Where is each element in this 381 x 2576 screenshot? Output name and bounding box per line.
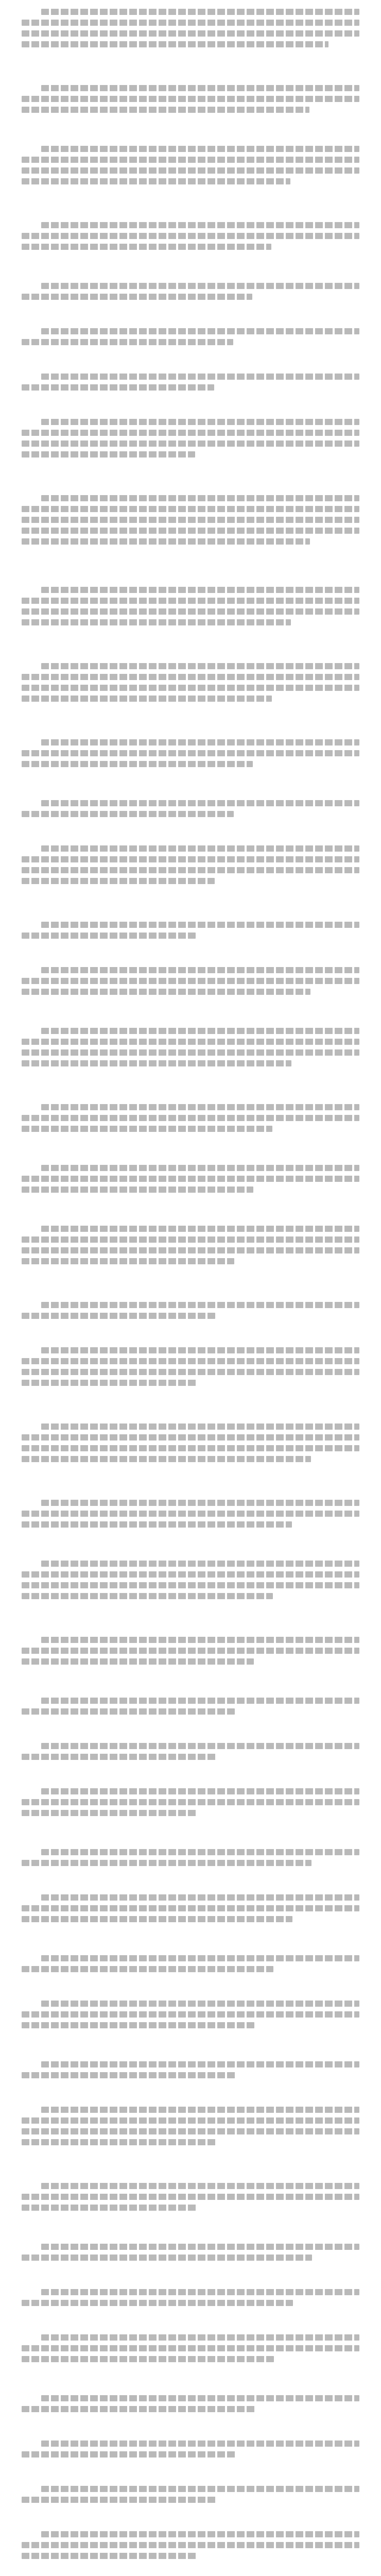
paragraph — [22, 490, 359, 568]
text-line — [22, 430, 359, 436]
paragraph-lines — [22, 1784, 359, 1821]
text-line — [22, 233, 359, 239]
text-line — [41, 845, 359, 852]
paragraph-lines — [22, 2391, 359, 2417]
text-line — [22, 244, 271, 250]
text-line — [22, 867, 359, 873]
paragraph-lines — [22, 217, 359, 255]
paragraph — [22, 1343, 359, 1404]
text-line — [22, 856, 359, 862]
text-line — [22, 1658, 254, 1665]
paragraph — [22, 1738, 359, 1769]
text-line — [41, 419, 359, 425]
paragraph-lines — [22, 795, 359, 822]
text-line — [22, 528, 359, 534]
text-line — [22, 2553, 198, 2559]
text-line — [22, 685, 359, 691]
paragraph — [22, 1890, 359, 1936]
paragraph — [22, 4, 359, 66]
paragraph-lines — [22, 1890, 359, 1927]
paragraph-lines — [22, 1693, 359, 1719]
paragraph-lines — [22, 917, 359, 943]
text-line — [22, 2255, 312, 2261]
text-line — [22, 989, 310, 995]
text-line — [41, 283, 359, 289]
paragraph — [22, 369, 359, 400]
paragraph — [22, 1693, 359, 1724]
text-line — [41, 1302, 359, 1308]
paragraph — [22, 217, 359, 264]
paragraph-lines — [22, 1738, 359, 1765]
paragraph — [22, 917, 359, 948]
text-line — [41, 1788, 359, 1794]
paragraph-lines — [22, 80, 359, 117]
paragraph — [22, 962, 359, 1009]
text-line — [22, 538, 310, 545]
paragraph — [22, 2481, 359, 2512]
paragraph — [22, 1099, 359, 1146]
text-line — [41, 1955, 359, 1961]
text-line — [22, 96, 359, 102]
paragraph — [22, 735, 359, 781]
paragraph-lines — [22, 2284, 359, 2311]
paragraph — [22, 1951, 359, 1981]
paragraph — [22, 658, 359, 720]
paragraph-lines — [22, 369, 359, 395]
text-line — [22, 2128, 359, 2134]
text-line — [41, 2486, 359, 2492]
text-line — [22, 2451, 236, 2458]
paragraph — [22, 1297, 359, 1328]
paragraph-lines — [22, 2527, 359, 2564]
text-line — [22, 933, 196, 939]
paragraph — [22, 1023, 359, 1085]
text-line — [22, 2300, 293, 2306]
text-line — [41, 663, 359, 669]
text-line — [41, 328, 359, 334]
text-line — [22, 1115, 359, 1121]
paragraph-lines — [22, 2436, 359, 2462]
paragraph-lines — [22, 2102, 359, 2150]
text-line — [22, 451, 195, 457]
paragraph-lines — [22, 1632, 359, 1669]
text-line — [41, 1894, 359, 1901]
text-line — [41, 967, 359, 973]
paragraph — [22, 1495, 359, 1541]
paragraph — [22, 1632, 359, 1679]
text-line — [41, 9, 359, 15]
text-line — [41, 1423, 359, 1430]
text-line — [41, 2441, 359, 2447]
paragraph-lines — [22, 582, 359, 630]
paragraph — [22, 1160, 359, 1207]
text-line — [22, 157, 359, 163]
text-line — [41, 85, 359, 91]
paragraph-lines — [22, 1297, 359, 1324]
text-line — [22, 1126, 272, 1132]
text-line — [22, 2022, 254, 2028]
text-line — [41, 1104, 359, 1110]
text-line — [41, 1165, 359, 1171]
text-line — [22, 761, 253, 767]
text-line — [22, 2497, 217, 2503]
paragraph — [22, 141, 359, 203]
paragraph — [22, 1221, 359, 1283]
paragraph — [22, 841, 359, 903]
text-line — [22, 1511, 359, 1517]
text-line — [22, 750, 359, 756]
text-line — [22, 30, 359, 37]
paragraph-lines — [22, 278, 359, 304]
text-line — [41, 2334, 359, 2341]
text-line — [22, 1916, 292, 1922]
text-line — [22, 1708, 235, 1715]
text-line — [22, 608, 359, 615]
text-line — [22, 2205, 197, 2211]
text-line — [22, 41, 328, 47]
text-line — [22, 167, 359, 174]
paragraph — [22, 324, 359, 354]
text-line — [22, 1049, 359, 1056]
text-line — [41, 2395, 359, 2401]
paragraph — [22, 2284, 359, 2315]
paragraph-lines — [22, 4, 359, 52]
paragraph-lines — [22, 962, 359, 999]
paragraph — [22, 2057, 359, 2088]
text-line — [22, 2072, 235, 2078]
text-line — [22, 294, 252, 300]
text-line — [22, 2406, 255, 2412]
text-line — [41, 222, 359, 228]
text-line — [22, 1860, 311, 1866]
paragraph — [22, 80, 359, 127]
paragraph-lines — [22, 141, 359, 189]
text-line — [22, 517, 359, 523]
paragraph-lines — [22, 1099, 359, 1137]
text-line — [22, 1258, 234, 1264]
paragraph-lines — [22, 1343, 359, 1391]
text-line — [41, 587, 359, 593]
article-body — [22, 4, 359, 2576]
text-line — [22, 1313, 215, 1319]
text-line — [22, 2194, 359, 2200]
paragraph — [22, 2102, 359, 2164]
text-line — [41, 1743, 359, 1749]
text-line — [22, 878, 215, 884]
text-line — [22, 1039, 359, 1045]
text-line — [22, 440, 359, 447]
text-line — [22, 1187, 253, 1193]
paragraph — [22, 2436, 359, 2467]
text-line — [41, 2001, 359, 2007]
text-line — [22, 506, 359, 512]
text-line — [22, 1358, 359, 1364]
paragraph-lines — [22, 490, 359, 549]
paragraph — [22, 1844, 359, 1875]
paragraph-lines — [22, 2057, 359, 2083]
text-line — [22, 107, 309, 113]
text-line — [41, 800, 359, 806]
text-line — [22, 1905, 359, 1911]
paragraph-lines — [22, 1419, 359, 1467]
paragraph-lines — [22, 414, 359, 462]
text-line — [41, 1698, 359, 1704]
paragraph-lines — [22, 2481, 359, 2507]
paragraph-lines — [22, 1160, 359, 1197]
text-line — [22, 2542, 359, 2548]
text-line — [22, 2117, 359, 2124]
text-line — [22, 1434, 359, 1440]
paragraph-lines — [22, 2239, 359, 2265]
paragraph — [22, 2330, 359, 2376]
paragraph — [22, 2239, 359, 2270]
paragraph — [22, 2527, 359, 2573]
text-line — [41, 2061, 359, 2067]
paragraph-lines — [22, 2330, 359, 2367]
text-line — [22, 1799, 359, 1805]
text-line — [41, 739, 359, 745]
text-line — [22, 1456, 311, 1462]
paragraph — [22, 278, 359, 309]
text-line — [22, 619, 291, 625]
paragraph-lines — [22, 2178, 359, 2215]
text-line — [22, 2345, 359, 2351]
text-line — [22, 2356, 274, 2362]
text-line — [22, 1582, 359, 1588]
text-line — [22, 178, 290, 184]
text-line — [22, 811, 234, 817]
paragraph-lines — [22, 658, 359, 706]
text-line — [41, 2244, 359, 2250]
text-line — [22, 978, 359, 984]
text-line — [41, 1849, 359, 1855]
text-line — [41, 1347, 359, 1353]
text-line — [22, 1060, 291, 1066]
text-line — [22, 598, 359, 604]
text-line — [22, 674, 359, 680]
text-line — [22, 20, 359, 26]
text-line — [22, 1380, 196, 1386]
text-line — [22, 1247, 359, 1253]
text-line — [22, 1571, 359, 1578]
paragraph-lines — [22, 1844, 359, 1871]
text-line — [22, 1176, 359, 1182]
text-line — [41, 2183, 359, 2189]
text-line — [22, 384, 214, 391]
paragraph-lines — [22, 1221, 359, 1269]
paragraph-lines — [22, 324, 359, 350]
text-line — [22, 2011, 359, 2018]
text-line — [41, 1561, 359, 1567]
text-line — [22, 1521, 292, 1528]
text-line — [41, 2107, 359, 2113]
text-line — [22, 2139, 216, 2145]
paragraph-lines — [22, 1495, 359, 1532]
paragraph — [22, 1784, 359, 1830]
text-line — [22, 339, 233, 345]
paragraph — [22, 2178, 359, 2225]
paragraph — [22, 1556, 359, 1618]
paragraph-lines — [22, 1556, 359, 1604]
text-line — [41, 2531, 359, 2537]
text-line — [22, 1966, 273, 1972]
paragraph-lines — [22, 1023, 359, 1071]
paragraph — [22, 1419, 359, 1481]
text-line — [41, 1226, 359, 1232]
text-line — [22, 1810, 197, 1816]
text-line — [22, 1648, 359, 1654]
text-line — [22, 1754, 216, 1760]
paragraph — [22, 414, 359, 476]
text-line — [22, 696, 272, 702]
paragraph-lines — [22, 1996, 359, 2033]
text-line — [22, 1593, 273, 1599]
paragraph-lines — [22, 1951, 359, 1977]
text-line — [41, 2289, 359, 2295]
paragraph-lines — [22, 735, 359, 772]
text-line — [22, 1445, 359, 1451]
paragraph — [22, 795, 359, 826]
paragraph — [22, 1996, 359, 2042]
text-line — [41, 1500, 359, 1506]
text-line — [41, 146, 359, 152]
paragraph-lines — [22, 841, 359, 889]
text-line — [41, 1637, 359, 1643]
text-line — [22, 1369, 359, 1375]
text-line — [41, 495, 359, 501]
text-line — [22, 1236, 359, 1243]
paragraph — [22, 582, 359, 644]
paragraph — [22, 2391, 359, 2421]
text-line — [41, 1028, 359, 1034]
text-line — [41, 374, 359, 380]
text-line — [41, 922, 359, 928]
